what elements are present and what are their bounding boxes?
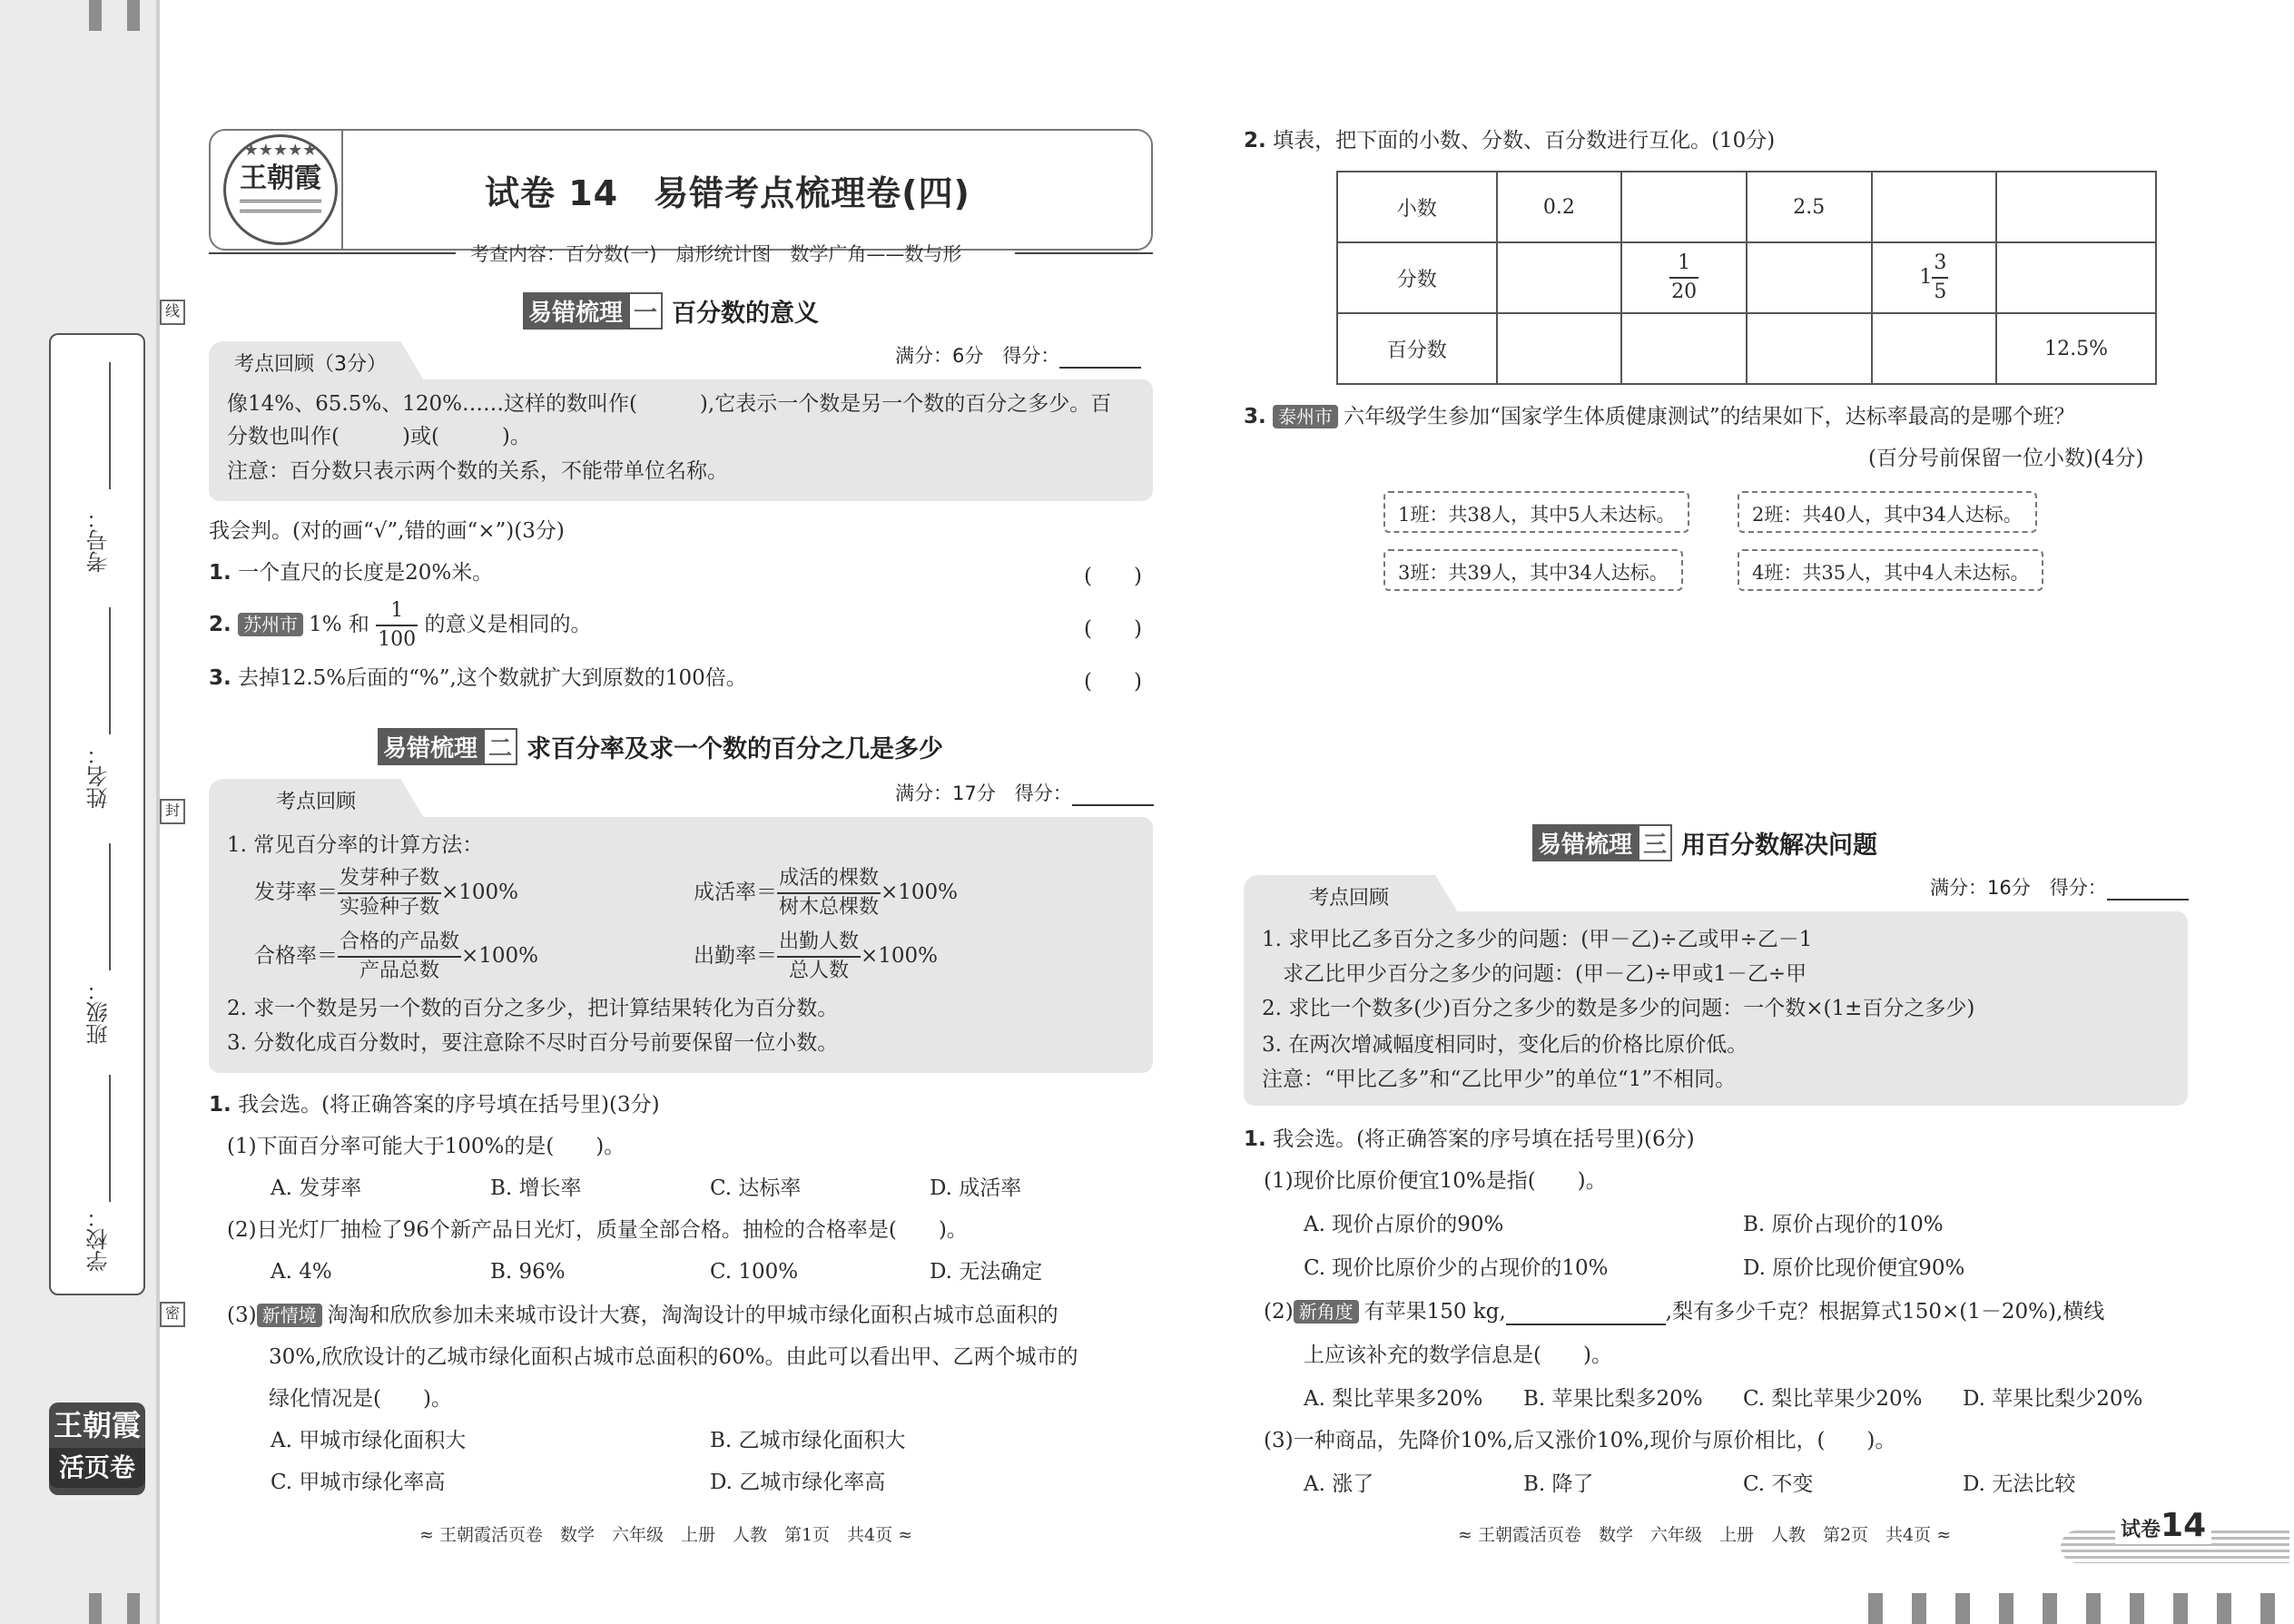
city-tag: 苏州市 bbox=[238, 613, 303, 636]
brand-name: 王朝霞 bbox=[53, 1408, 141, 1442]
punch-mark bbox=[127, 0, 140, 31]
review-line: 求乙比甲少百分之多少的问题：(甲－乙)÷甲或1－乙÷甲 bbox=[1262, 962, 1807, 986]
row-label: 百分数 bbox=[1337, 313, 1497, 384]
punch-mark bbox=[2130, 1593, 2144, 1624]
q2-instructions: 2. 填表，把下面的小数、分数、百分数进行互化。(10分) bbox=[1244, 129, 1776, 153]
choice-q1: (1)现价比原价便宜10%是指( )。 bbox=[1264, 1169, 1607, 1193]
option[interactable]: C. 甲城市绿化率高 bbox=[271, 1471, 446, 1494]
review-line: 1. 求甲比乙多百分之多少的问题：(甲－乙)÷乙或甲÷乙－1 bbox=[1262, 928, 1813, 951]
section-tag: 易错梳理 bbox=[378, 728, 483, 765]
option[interactable]: C. 梨比苹果少20% bbox=[1743, 1387, 1923, 1411]
choice-q3-cont: 绿化情况是( )。 bbox=[269, 1387, 452, 1411]
review-line: 2. 求一个数是另一个数的百分之多少，把计算结果转化为百分数。 bbox=[227, 997, 839, 1020]
score-line: 满分：16分 得分： bbox=[1930, 873, 2189, 901]
review-line: 2. 求比一个数多(少)百分之多少的数是多少的问题：一个数×(1±百分之多少) bbox=[1262, 997, 1975, 1020]
conversion-table bbox=[1336, 171, 2157, 385]
score-blank[interactable] bbox=[1072, 788, 1154, 806]
option[interactable]: C. 现价比原价少的占现价的10% bbox=[1304, 1256, 1609, 1280]
judge-q1: 1. 一个直尺的长度是20%米。 bbox=[209, 561, 494, 585]
formula-attendance: 出勤率＝ $\frac{\text{出勤人数}}{\text{总人数}}$ ×100% bbox=[694, 930, 939, 982]
section-title: 用百分数解决问题 bbox=[1681, 832, 1878, 860]
judge-q2: 2. 苏州市 1% 和 $\frac{1}{100}$ 的意义是相同的。 bbox=[209, 599, 592, 651]
answer-paren[interactable]: ( ) bbox=[1084, 617, 1142, 641]
option[interactable]: B. 乙城市绿化面积大 bbox=[710, 1429, 906, 1452]
cut-mark-line: 线 bbox=[160, 300, 185, 325]
punch-mark bbox=[1868, 1593, 1883, 1624]
review-line: 像14%、65.5%、120%……这样的数叫作( ),它表示一个数是另一个数的百分之多少。百 bbox=[227, 392, 1112, 416]
choice-q1: (1)下面百分率可能大于100%的是( )。 bbox=[227, 1135, 625, 1158]
wave-icon: ≈ bbox=[419, 1525, 439, 1545]
review-line: 3. 分数化成百分数时，要注意除不尽时百分号前要保留一位小数。 bbox=[227, 1031, 839, 1055]
cut-mark-secret: 密 bbox=[160, 1302, 185, 1327]
section-number: 一 bbox=[628, 292, 663, 330]
school-label: 学校： bbox=[86, 1206, 112, 1272]
table-cell: 12.5% bbox=[1996, 313, 2156, 384]
option[interactable]: A. 梨比苹果多20% bbox=[1304, 1387, 1483, 1411]
seal-text: 王朝霞 bbox=[240, 162, 321, 194]
class-info: 2班：共40人，其中34人达标。 bbox=[1738, 491, 2037, 533]
student-info-box bbox=[49, 333, 145, 1295]
table-cell: 0.2 bbox=[1497, 172, 1622, 242]
wave-icon: ≈ bbox=[1458, 1525, 1478, 1545]
punch-mark bbox=[1999, 1593, 2013, 1624]
option[interactable]: B. 降了 bbox=[1523, 1472, 1594, 1496]
formula-survival: 成活率＝ $\frac{\text{成活的棵数}}{\text{树木总棵数}}$ ×100% bbox=[694, 867, 959, 919]
score-blank[interactable] bbox=[1059, 350, 1141, 369]
fill-blank[interactable] bbox=[1506, 1307, 1666, 1325]
section-number: 三 bbox=[1638, 824, 1672, 861]
section-tag: 易错梳理 bbox=[1532, 824, 1638, 861]
table-cell[interactable] bbox=[1497, 242, 1622, 313]
answer-paren[interactable]: ( ) bbox=[1084, 565, 1142, 588]
option[interactable]: D. 苹果比梨少20% bbox=[1963, 1387, 2143, 1411]
option[interactable]: B. 苹果比梨多20% bbox=[1523, 1387, 1703, 1411]
new-context-tag: 新情境 bbox=[257, 1304, 322, 1327]
class-label: 班级： bbox=[86, 979, 112, 1045]
punch-mark bbox=[2043, 1593, 2057, 1624]
review-label: 考点回顾 bbox=[276, 791, 357, 813]
score-blank[interactable] bbox=[2107, 882, 2189, 901]
option[interactable]: D. 无法确定 bbox=[930, 1260, 1043, 1284]
class-field[interactable] bbox=[109, 1075, 111, 1202]
punch-mark bbox=[2173, 1593, 2188, 1624]
punch-mark bbox=[89, 0, 102, 31]
class-info: 4班：共35人，其中4人未达标。 bbox=[1738, 549, 2043, 591]
name-label: 姓名： bbox=[86, 743, 112, 809]
option[interactable]: D. 成活率 bbox=[930, 1176, 1022, 1200]
review-label: 考点回顾（3分） bbox=[234, 353, 387, 376]
table-cell[interactable] bbox=[1996, 172, 2156, 242]
field-line bbox=[109, 362, 111, 489]
seal-ribbon bbox=[240, 200, 321, 212]
title-divider bbox=[341, 129, 343, 251]
q3-instructions: 3. 泰州市 六年级学生参加“国家学生体质健康测试”的结果如下，达标率最高的是哪个班？ bbox=[1244, 405, 2075, 428]
exam-scope: 考查内容：百分数(一) 扇形统计图 数学广角——数与形 bbox=[470, 243, 962, 265]
section-1-heading bbox=[523, 292, 819, 330]
table-cell: $\frac{1}{20}$ bbox=[1621, 242, 1747, 313]
section-tag: 易错梳理 bbox=[523, 292, 628, 330]
option[interactable]: C. 达标率 bbox=[710, 1176, 802, 1200]
choice-q3: (3)一种商品，先降价10%,后又涨价10%,现价与原价相比，( )。 bbox=[1264, 1429, 1896, 1452]
formula-germination: 发芽率＝ $\frac{\text{发芽种子数}}{\text{实验种子数}}$ ×100% bbox=[254, 867, 519, 919]
review-note: 注意：“甲比乙多”和“乙比甲少”的单位“1”不相同。 bbox=[1262, 1068, 1737, 1091]
choice-q3: (3) 新情境 淘淘和欣欣参加未来城市设计大赛，淘淘设计的甲城市绿化面积占城市总面积的 bbox=[227, 1304, 1058, 1327]
section-title: 百分数的意义 bbox=[672, 300, 820, 328]
class-info: 1班：共38人，其中5人未达标。 bbox=[1383, 491, 1689, 533]
choose-instructions: 1. 我会选。(将正确答案的序号填在括号里)(6分) bbox=[1244, 1127, 1695, 1151]
q3-note: (百分号前保留一位小数)(4分) bbox=[1868, 447, 2144, 470]
paper-number-badge: 试卷14 bbox=[2115, 1507, 2211, 1544]
seal-stars-icon: ★★★★★ bbox=[243, 141, 318, 160]
exam-number-field[interactable] bbox=[109, 607, 111, 734]
review-line: 3. 在两次增减幅度相同时，变化后的价格比原价低。 bbox=[1262, 1033, 1748, 1057]
review-label: 考点回顾 bbox=[1309, 887, 1390, 910]
score-line: 满分：6分 得分： bbox=[895, 341, 1141, 369]
page-2-footer: ≈ 王朝霞活页卷 数学 六年级 上册 人教 第2页 共4页 ≈ bbox=[1458, 1525, 1952, 1545]
city-tag: 泰州市 bbox=[1273, 405, 1338, 428]
option[interactable]: A. 现价占原价的90% bbox=[1304, 1213, 1504, 1236]
table-cell[interactable] bbox=[1747, 242, 1872, 313]
page-1-footer: ≈ 王朝霞活页卷 数学 六年级 上册 人教 第1页 共4页 ≈ bbox=[419, 1525, 913, 1545]
table-cell[interactable] bbox=[1872, 313, 1997, 384]
choice-q2: (2) 新角度 有苹果150 kg, ,梨有多少千克？根据算式150×(1－20%),横线 bbox=[1264, 1300, 2105, 1324]
choose-instructions: 1. 我会选。(将正确答案的序号填在括号里)(3分) bbox=[209, 1093, 660, 1117]
table-cell[interactable] bbox=[1872, 172, 1997, 242]
option[interactable]: A. 甲城市绿化面积大 bbox=[271, 1429, 467, 1452]
option[interactable]: C. 不变 bbox=[1743, 1472, 1814, 1496]
brand-subtitle: 活页卷 bbox=[49, 1448, 145, 1488]
option[interactable]: A. 发芽率 bbox=[271, 1176, 362, 1200]
option[interactable]: C. 100% bbox=[710, 1260, 799, 1284]
paper-title: 试卷 14 易错考点梳理卷(四) bbox=[485, 173, 970, 213]
table-cell: 1 $\frac{3}{5}$ bbox=[1872, 242, 1997, 313]
section-title: 求百分率及求一个数的百分之几是多少 bbox=[527, 735, 944, 763]
cut-mark-seal: 封 bbox=[160, 799, 185, 824]
punch-mark bbox=[127, 1593, 140, 1624]
option[interactable]: B. 增长率 bbox=[490, 1176, 582, 1200]
review-note: 注意：百分数只表示两个数的关系，不能带单位名称。 bbox=[227, 459, 728, 483]
score-line: 满分：17分 得分： bbox=[895, 779, 1154, 806]
scope-rule-left bbox=[209, 252, 456, 254]
punch-mark bbox=[1912, 1593, 1926, 1624]
punch-mark bbox=[89, 1593, 102, 1624]
punch-mark bbox=[2260, 1593, 2275, 1624]
scope-rule-right bbox=[1015, 252, 1153, 254]
punch-mark bbox=[1955, 1593, 1970, 1624]
punch-mark bbox=[2217, 1593, 2231, 1624]
section-2-heading bbox=[378, 728, 943, 765]
answer-paren[interactable]: ( ) bbox=[1084, 670, 1142, 694]
option[interactable]: D. 乙城市绿化率高 bbox=[710, 1471, 886, 1494]
table-cell[interactable] bbox=[1621, 313, 1747, 384]
option[interactable]: D. 原价比现价便宜90% bbox=[1743, 1256, 1965, 1280]
formula-pass: 合格率＝ $\frac{\text{合格的产品数}}{\text{产品总数}}$ ×100% bbox=[254, 930, 539, 982]
row-label: 分数 bbox=[1337, 242, 1497, 313]
judge-instructions: 我会判。(对的画“√”,错的画“×”)(3分) bbox=[209, 519, 565, 543]
table-cell[interactable] bbox=[1996, 242, 2156, 313]
punch-mark bbox=[2086, 1593, 2101, 1624]
option[interactable]: B. 原价占现价的10% bbox=[1743, 1213, 1944, 1236]
publisher-seal bbox=[223, 134, 338, 245]
option[interactable]: D. 无法比较 bbox=[1963, 1472, 2076, 1496]
option[interactable]: B. 96% bbox=[490, 1260, 566, 1284]
option[interactable]: A. 4% bbox=[271, 1260, 332, 1284]
choice-q3-cont: 30%,欣欣设计的乙城市绿化面积占城市总面积的60%。由此可以看出甲、乙两个城市的 bbox=[269, 1345, 1078, 1369]
table-cell[interactable] bbox=[1497, 313, 1622, 384]
section-number: 二 bbox=[483, 728, 517, 765]
choice-q2-cont: 上应该补充的数学信息是( )。 bbox=[1304, 1343, 1612, 1367]
exam-number-label: 考号： bbox=[86, 507, 112, 573]
wave-icon: ≈ bbox=[1931, 1525, 1952, 1545]
judge-q3: 3. 去掉12.5%后面的“%”,这个数就扩大到原数的100倍。 bbox=[209, 666, 747, 690]
review-line: 分数也叫作( )或( )。 bbox=[227, 425, 531, 448]
brand-badge bbox=[49, 1403, 145, 1495]
name-field[interactable] bbox=[109, 843, 111, 970]
table-cell[interactable] bbox=[1621, 172, 1747, 242]
review-line: 1. 常见百分率的计算方法： bbox=[227, 833, 484, 857]
table-cell[interactable] bbox=[1747, 313, 1872, 384]
option[interactable]: A. 涨了 bbox=[1304, 1472, 1374, 1496]
section-3-heading bbox=[1532, 824, 1877, 861]
new-angle-tag: 新角度 bbox=[1294, 1300, 1359, 1324]
row-label: 小数 bbox=[1337, 172, 1497, 242]
class-info: 3班：共39人，其中34人达标。 bbox=[1383, 549, 1683, 591]
wave-icon: ≈ bbox=[892, 1525, 913, 1545]
choice-q2: (2)日光灯厂抽检了96个新产品日光灯，质量全部合格。抽检的合格率是( )。 bbox=[227, 1218, 968, 1242]
table-cell: 2.5 bbox=[1747, 172, 1872, 242]
